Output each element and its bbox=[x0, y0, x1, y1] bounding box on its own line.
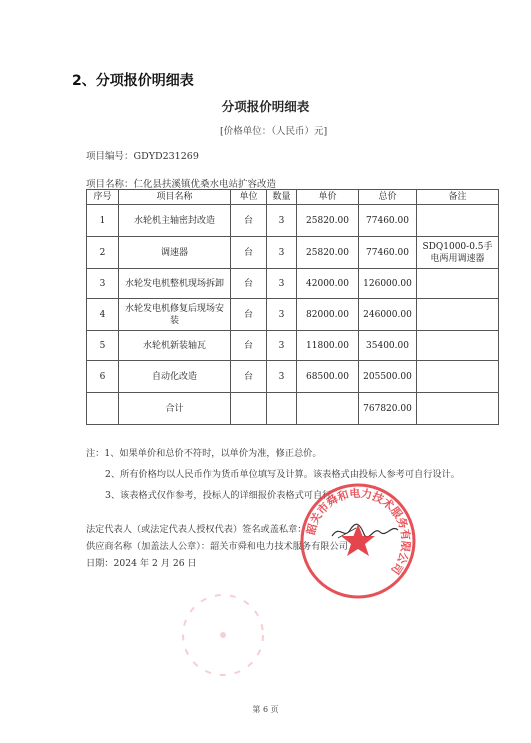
table-row bbox=[87, 205, 499, 237]
date-line: 日期：2024 年 2 月 26 日 bbox=[86, 558, 197, 569]
document-title: 分项报价明细表 bbox=[221, 99, 310, 114]
cell-total-price: 77460.00 bbox=[359, 237, 417, 269]
project-name: 项目名称：仁化县扶溪镇优桑水电站扩容改造 bbox=[86, 179, 277, 190]
cell-unit-price: 68500.00 bbox=[297, 361, 359, 393]
cell-quantity: 3 bbox=[267, 237, 297, 269]
cell-unit: 台 bbox=[231, 299, 267, 331]
cell-no: 1 bbox=[87, 205, 119, 237]
cell-no: 4 bbox=[87, 299, 119, 331]
cell-unit: 台 bbox=[231, 237, 267, 269]
cell-remark bbox=[417, 361, 499, 393]
page-number: 第 6 页 bbox=[252, 705, 279, 714]
table-header-row bbox=[87, 190, 499, 205]
cell-unit-price: 25820.00 bbox=[297, 237, 359, 269]
cell-quantity: 3 bbox=[267, 299, 297, 331]
supplier-name-line: 供应商名称（加盖法人公章）：韶关市舜和电力技术服务有限公司 bbox=[86, 541, 348, 552]
cell-item-name: 水轮发电机修复后现场安装 bbox=[119, 299, 231, 331]
cell-remark bbox=[417, 269, 499, 299]
cell-remark bbox=[417, 331, 499, 361]
header-cell: 项目名称 bbox=[119, 190, 231, 205]
table-row bbox=[87, 237, 499, 269]
header-cell: 序号 bbox=[87, 190, 119, 205]
cell-total-price: 246000.00 bbox=[359, 299, 417, 331]
table-row bbox=[87, 269, 499, 299]
total-label: 合计 bbox=[119, 393, 231, 425]
cell-no: 6 bbox=[87, 361, 119, 393]
cell-unit-price: 42000.00 bbox=[297, 269, 359, 299]
cell-item-name: 调速器 bbox=[119, 237, 231, 269]
company-seal-stamp bbox=[297, 480, 419, 602]
cell-unit: 台 bbox=[231, 361, 267, 393]
cell-quantity: 3 bbox=[267, 205, 297, 237]
cell-unit-price: 82000.00 bbox=[297, 299, 359, 331]
section-title: 2、分项报价明细表 bbox=[72, 73, 194, 89]
table-row bbox=[87, 331, 499, 361]
note-2: 2、所有价格均以人民币作为货币单位填写及计算。该表格式由投标人参考可自行设计。 bbox=[105, 469, 460, 480]
cell-item-name: 水轮机新装轴瓦 bbox=[119, 331, 231, 361]
cell-item-name: 水轮机主轴密封改造 bbox=[119, 205, 231, 237]
project-number: 项目编号：GDYD231269 bbox=[86, 151, 199, 162]
cell-item-name: 自动化改造 bbox=[119, 361, 231, 393]
faint-seal-impression bbox=[178, 590, 268, 680]
header-cell: 单位 bbox=[231, 190, 267, 205]
header-cell: 单价 bbox=[297, 190, 359, 205]
cell-unit-price: 11800.00 bbox=[297, 331, 359, 361]
header-cell: 总价 bbox=[359, 190, 417, 205]
cell-item-name: 水轮发电机整机现场拆卸 bbox=[119, 269, 231, 299]
cell-total-price: 77460.00 bbox=[359, 205, 417, 237]
cell-remark: SDQ1000-0.5手电两用调速器 bbox=[417, 237, 499, 269]
cell-remark bbox=[417, 205, 499, 237]
table-row bbox=[87, 299, 499, 331]
cell-no: 2 bbox=[87, 237, 119, 269]
cell-unit: 台 bbox=[231, 269, 267, 299]
cell-unit: 台 bbox=[231, 331, 267, 361]
cell-quantity: 3 bbox=[267, 269, 297, 299]
legal-representative-line: 法定代表人（或法定代表人授权代表）签名或盖私章： bbox=[86, 524, 307, 535]
cell-no: 3 bbox=[87, 269, 119, 299]
currency-unit-note: [价格单位：（人民币）元] bbox=[220, 126, 328, 137]
price-breakdown-table bbox=[86, 189, 499, 425]
cell-quantity: 3 bbox=[267, 331, 297, 361]
cell-total-price: 205500.00 bbox=[359, 361, 417, 393]
cell-remark bbox=[417, 299, 499, 331]
cell-no: 5 bbox=[87, 331, 119, 361]
cell-total-price: 126000.00 bbox=[359, 269, 417, 299]
header-cell: 备注 bbox=[417, 190, 499, 205]
cell-unit: 台 bbox=[231, 205, 267, 237]
header-cell: 数量 bbox=[267, 190, 297, 205]
note-1: 注：1、如果单价和总价不符时，以单价为准，修正总价。 bbox=[86, 448, 322, 459]
note-3: 3、该表格式仅作参考，投标人的详细报价表格式可自行 bbox=[105, 490, 332, 501]
cell-unit-price: 25820.00 bbox=[297, 205, 359, 237]
seal-ring-text: 韶关市舜和电力技术服务有限公司 bbox=[304, 486, 413, 577]
table-row bbox=[87, 361, 499, 393]
cell-quantity: 3 bbox=[267, 361, 297, 393]
total-value: 767820.00 bbox=[359, 393, 417, 425]
table-total-row bbox=[87, 393, 499, 425]
cell-total-price: 35400.00 bbox=[359, 331, 417, 361]
